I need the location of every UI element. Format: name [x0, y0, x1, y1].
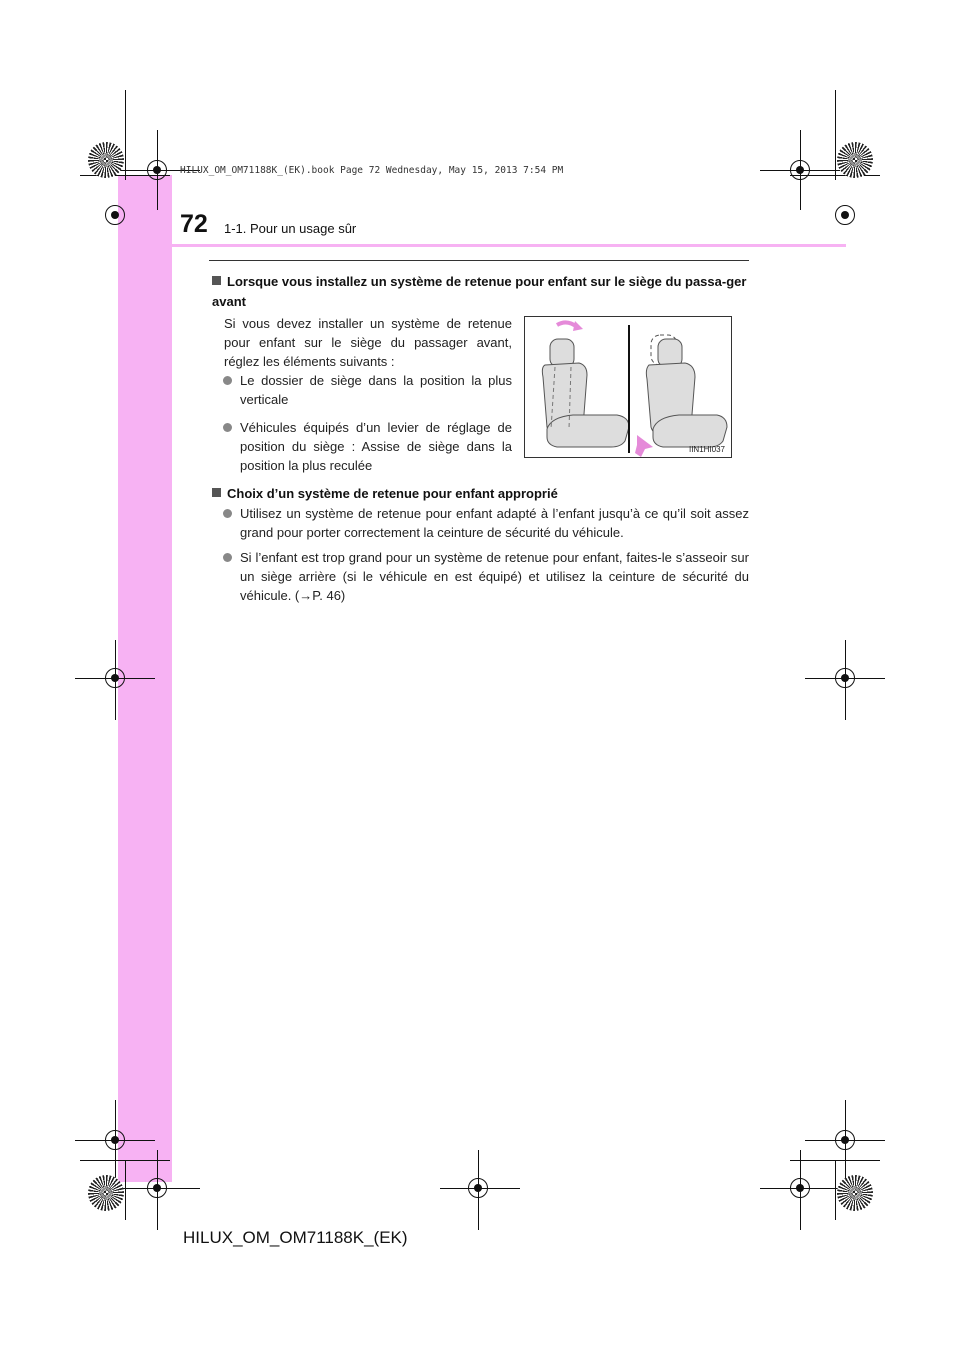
- footer-code: HILUX_OM_OM71188K_(EK): [183, 1228, 408, 1247]
- circle-bullet-icon: [223, 509, 232, 518]
- seat-adjustment-figure: [524, 316, 732, 458]
- section1-heading: Lorsque vous installez un système de retenue pour enfant sur le siège du passa-ger avant: [212, 274, 747, 309]
- header-divider: [209, 260, 749, 261]
- circle-bullet-icon: [223, 376, 232, 385]
- figure-code: IIN1HI037: [688, 445, 725, 454]
- list-item: Si l’enfant est trop grand pour un système de retenue pour enfant, faites-le s’asseoir sur un siège arrière (si le véhicule en est équipé) et utilisez la ceinture de sécurité du véhicule. (→P. 46): [240, 548, 749, 605]
- book-stamp: HILUX_OM_OM71188K_(EK).book Page 72 Wednesday, May 15, 2013 7:54 PM: [180, 165, 564, 176]
- square-bullet-icon: [212, 488, 221, 497]
- list-item: Le dossier de siège dans la position la plus verticale: [240, 371, 512, 409]
- section1-intro: Si vous devez installer un système de retenue pour enfant sur le siège du passager avant, réglez les éléments suivants :: [224, 316, 512, 369]
- seat-illustration: [525, 317, 731, 457]
- square-bullet-icon: [212, 276, 221, 285]
- section2-heading: Choix d’un système de retenue pour enfant approprié: [212, 484, 752, 504]
- pink-header-rule: [118, 244, 846, 247]
- page-number: 72: [180, 210, 208, 238]
- list-item: Utilisez un système de retenue pour enfant adapté à l’enfant jusqu’à ce qu’il soit assez grand pour porter correctement la ceinture de sécurité du véhicule.: [240, 504, 749, 542]
- section-title: 1-1. Pour un usage sûr: [224, 221, 357, 236]
- circle-bullet-icon: [223, 553, 232, 562]
- circle-bullet-icon: [223, 423, 232, 432]
- list-item: Véhicules équipés d’un levier de réglage de position du siège : Assise de siège dans la position la plus reculée: [240, 418, 512, 475]
